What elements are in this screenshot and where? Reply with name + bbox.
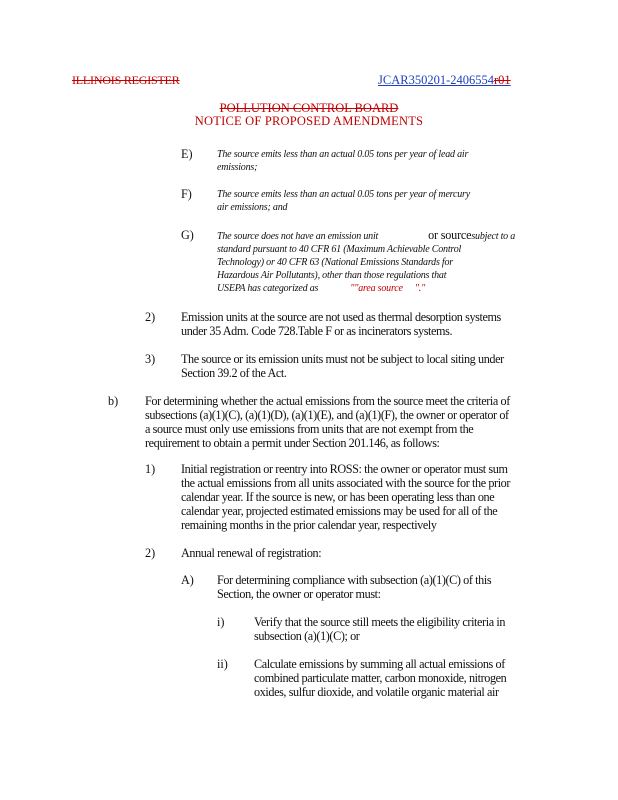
- item-A-text: [217, 573, 491, 601]
- para-label-2: 2): [145, 310, 156, 324]
- item-ii-line: oxides, sulfur dioxide, and volatile organic material air: [254, 685, 499, 699]
- para-label-3: 3): [145, 352, 156, 366]
- item-G-line: Technology) or 40 CFR 63 (National Emissions Standards for: [217, 257, 454, 268]
- item-label-i: i): [217, 615, 225, 629]
- item-ii-line: Calculate emissions by summing all actual emissions of: [254, 657, 505, 671]
- document-id-struck: r01: [493, 73, 511, 87]
- item-ii-line: combined particulate matter, carbon monoxide, nitrogen: [254, 671, 507, 685]
- item-F-line: The source emits less than an actual 0.05 tons per year of mercury: [217, 189, 470, 200]
- item-G-line: subject to a: [471, 231, 516, 242]
- item-i-line: subsection (a)(1)(C); or: [254, 629, 360, 643]
- item-G-line: standard pursuant to 40 CFR 61 (Maximum Achievable Control: [217, 244, 462, 255]
- item-E-text: [217, 148, 468, 174]
- subsection-b-line: requirement to obtain a permit under Section 201.146, as follows:: [145, 436, 440, 450]
- item-label-E: E): [181, 147, 193, 161]
- item-i-text: [254, 615, 505, 643]
- para-2-line: under 35 Adm. Code 728.Table F or as incinerators systems.: [181, 324, 453, 338]
- subsection-b-line: subsections (a)(1)(C), (a)(1)(D), (a)(1)(E), and (a)(1)(F), the owner or operator of: [145, 408, 509, 422]
- item-G-quote: ".": [414, 283, 426, 294]
- item-A-line: Section, the owner or operator must:: [217, 587, 381, 601]
- item-F-line: air emissions; and: [217, 202, 288, 213]
- para-b1-line: the actual emissions from all units associated with the source for the prior: [181, 476, 511, 490]
- subsection-b-line: a source must only use emissions from units that are not exempt from the: [145, 422, 474, 436]
- item-E-line: The source emits less than an actual 0.05 tons per year of lead air: [217, 149, 469, 160]
- para-2-text: [181, 310, 501, 338]
- para-b1-line: Initial registration or reentry into ROSS: the owner or operator must sum: [181, 462, 508, 476]
- subsection-b-line: For determining whether the actual emissions from the source meet the criteria of: [145, 394, 510, 408]
- para-label-b1: 1): [145, 462, 156, 476]
- para-3-text: [181, 352, 504, 380]
- item-label-ii: ii): [217, 657, 228, 671]
- item-ii-text: [254, 657, 506, 699]
- subsection-b-text: [145, 394, 510, 450]
- item-i-line: Verify that the source still meets the eligibility criteria in: [254, 615, 506, 629]
- para-b2-text: Annual renewal of registration:: [181, 546, 322, 560]
- para-b1-line: remaining months in the prior calendar year, respectively: [181, 518, 437, 532]
- item-G-quote: ""area source: [350, 283, 403, 294]
- item-label-F: F): [181, 187, 192, 201]
- para-3-line: Section 39.2 of the Act.: [181, 366, 287, 380]
- para-b1-text: [181, 462, 510, 532]
- board-title: POLLUTION CONTROL BOARD: [219, 101, 399, 115]
- item-F-text: [217, 188, 470, 214]
- item-label-G: G): [181, 228, 194, 242]
- para-b1-line: calendar year, projected estimated emissions may be used for all of the: [181, 504, 498, 518]
- subsection-label-b: b): [108, 394, 119, 408]
- item-G-text: [217, 229, 515, 295]
- register-header: ILLINOIS REGISTER: [72, 73, 180, 87]
- item-G-line: USEPA has categorized as: [217, 283, 319, 294]
- item-A-line: For determining compliance with subsection (a)(1)(C) of this: [217, 573, 492, 587]
- item-E-line: emissions;: [217, 162, 258, 173]
- para-b1-line: calendar year. If the source is new, or has been operating less than one: [181, 490, 495, 504]
- notice-title: NOTICE OF PROPOSED AMENDMENTS: [194, 114, 424, 128]
- para-3-line: The source or its emission units must not be subject to local siting under: [181, 352, 504, 366]
- document-id: [378, 73, 511, 88]
- item-G-line: The source does not have an emission unit: [217, 231, 379, 242]
- para-label-b2: 2): [145, 546, 156, 560]
- para-2-line: Emission units at the source are not used as thermal desorption systems: [181, 310, 501, 324]
- item-G-line: Hazardous Air Pollutants), other than those regulations that: [217, 270, 447, 281]
- item-label-A: A): [181, 573, 194, 587]
- item-G-insert: or source: [428, 228, 472, 242]
- document-id-main: JCAR350201-2406554: [378, 73, 494, 87]
